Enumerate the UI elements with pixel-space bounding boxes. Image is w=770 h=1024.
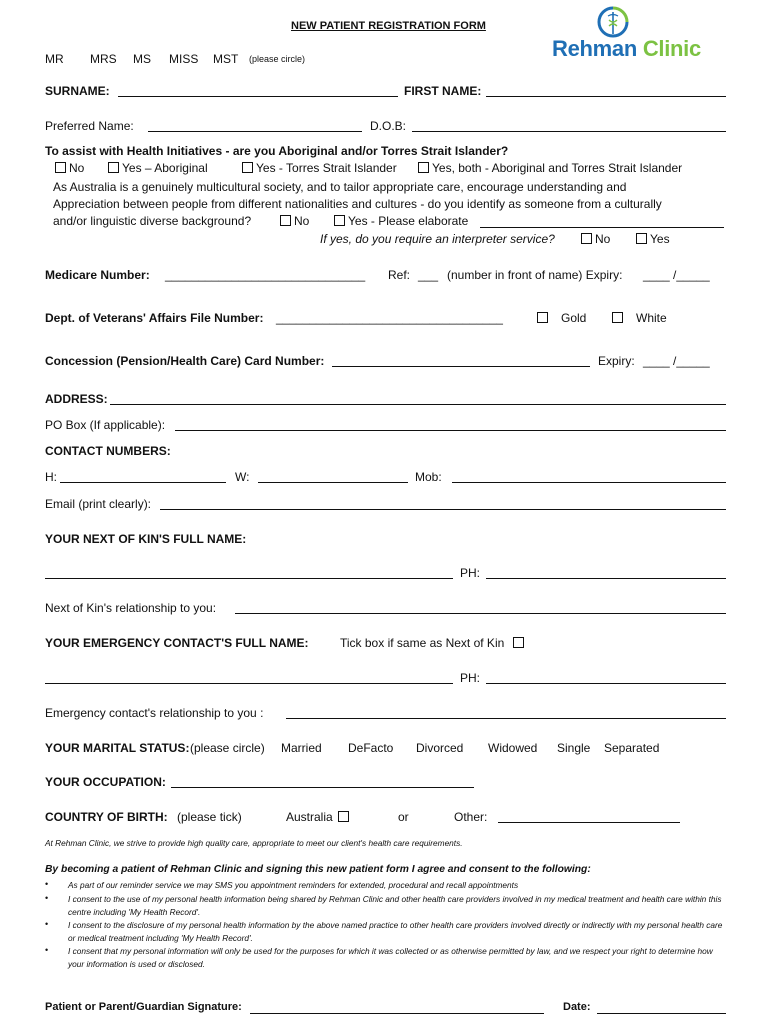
emergency-contact-heading: YOUR EMERGENCY CONTACT'S FULL NAME: [45, 636, 309, 650]
work-phone-label: W: [235, 470, 250, 484]
bullet-icon: • [45, 893, 49, 903]
next-of-kin-relationship-label: Next of Kin's relationship to you: [45, 601, 217, 615]
bullet-icon: • [45, 879, 49, 889]
work-phone-field[interactable] [258, 482, 408, 483]
consent-item-info-sharing: I consent to the use of my personal health information being shared by Rehman Clinic and other health care providers involved in my medical treatment and health care within this centre including 'My Health Record'. [68, 894, 722, 917]
atsi-option-torres-strait-label: Yes - Torres Strait Islander [256, 161, 397, 175]
title-option-mr[interactable]: MR [45, 52, 64, 66]
medicare-expiry-field[interactable]: ____ /_____ [643, 268, 710, 282]
country-other-field[interactable] [498, 822, 680, 823]
multicultural-paragraph-line-1: As Australia is a genuinely multicultural society, and to tailor appropriate care, encourage understanding and [53, 180, 627, 194]
preferred-name-field[interactable] [148, 131, 362, 132]
consent-heading: By becoming a patient of Rehman Clinic and signing this new patient form I agree and consent to the following: [45, 864, 591, 875]
home-phone-label: H: [45, 470, 57, 484]
first-name-label: FIRST NAME: [404, 84, 482, 98]
consent-item-sms: As part of our reminder service we may SMS you appointment reminders for extended, procedural and recall appointments [68, 880, 519, 890]
dva-file-number-field[interactable]: __________________________________ [276, 311, 503, 325]
email-field[interactable] [160, 509, 726, 510]
dva-card-gold[interactable] [537, 311, 586, 325]
checkbox-icon [513, 637, 524, 648]
concession-card-label: Concession (Pension/Health Care) Card Number: [45, 354, 325, 368]
interpreter-option-no[interactable] [581, 232, 610, 246]
signature-label: Patient or Parent/Guardian Signature: [45, 1001, 242, 1013]
cald-option-yes[interactable] [334, 214, 468, 228]
mobile-label: Mob: [415, 470, 442, 484]
medicare-number-field[interactable]: ______________________________ [165, 268, 366, 282]
emergency-contact-phone-field[interactable] [486, 683, 726, 684]
checkbox-icon [418, 162, 429, 173]
medicare-number-label: Medicare Number: [45, 268, 150, 282]
checkbox-icon [581, 233, 592, 244]
dva-card-white-label: White [636, 311, 667, 325]
please-tick-hint: (please tick) [177, 810, 242, 824]
cald-elaborate-field[interactable] [480, 227, 724, 228]
same-as-next-of-kin-label: Tick box if same as Next of Kin [340, 636, 505, 650]
cald-option-no-label: No [294, 214, 310, 228]
next-of-kin-relationship-field[interactable] [235, 613, 726, 614]
checkbox-icon [334, 215, 345, 226]
marital-option-widowed[interactable]: Widowed [488, 741, 538, 755]
concession-expiry-field[interactable]: ____ /_____ [643, 354, 710, 368]
mobile-field[interactable] [452, 482, 726, 483]
dva-card-white[interactable] [612, 311, 667, 325]
date-field[interactable] [597, 1013, 726, 1014]
marital-status-label: YOUR MARITAL STATUS: [45, 741, 190, 755]
medicare-ref-label: Ref: [388, 268, 411, 282]
marital-option-defacto[interactable]: DeFacto [348, 741, 394, 755]
dob-label: D.O.B: [370, 119, 407, 133]
checkbox-icon [338, 811, 349, 822]
surname-label: SURNAME: [45, 84, 110, 98]
contact-numbers-heading: CONTACT NUMBERS: [45, 444, 171, 458]
cald-option-no[interactable] [280, 214, 309, 228]
title-option-miss[interactable]: MISS [169, 52, 199, 66]
first-name-field[interactable] [486, 96, 726, 97]
bullet-icon: • [45, 919, 49, 929]
next-of-kin-phone-field[interactable] [486, 578, 726, 579]
country-option-australia[interactable] [286, 810, 352, 824]
checkbox-icon [537, 312, 548, 323]
consent-item-disclosure: I consent to the disclosure of my personal health information by the above named practice to other health care providers involved directly or indirectly with my personal health care or medical treatment including 'My Health Record'. [68, 920, 723, 943]
interpreter-option-no-label: No [595, 232, 611, 246]
interpreter-option-yes[interactable] [636, 232, 670, 246]
quality-care-statement: At Rehman Clinic, we strive to provide high quality care, appropriate to meet our client's health care requirements. [45, 838, 463, 848]
marital-option-single[interactable]: Single [557, 741, 591, 755]
checkbox-icon [612, 312, 623, 323]
emergency-contact-phone-label: PH: [460, 671, 481, 685]
emergency-contact-relationship-label: Emergency contact's relationship to you : [45, 706, 264, 720]
marital-status-hint: (please circle) [190, 741, 265, 755]
atsi-option-both-label: Yes, both - Aboriginal and Torres Strait Islander [432, 161, 683, 175]
marital-option-married[interactable]: Married [281, 741, 322, 755]
logo-word-rehman: Rehman [552, 36, 637, 61]
country-or-text: or [398, 810, 409, 824]
home-phone-field[interactable] [60, 482, 226, 483]
atsi-option-both[interactable] [418, 161, 682, 175]
address-label: ADDRESS: [45, 392, 108, 406]
surname-field[interactable] [118, 96, 398, 97]
title-option-mrs[interactable]: MRS [90, 52, 117, 66]
emergency-contact-relationship-field[interactable] [286, 718, 726, 719]
country-option-australia-label: Australia [286, 810, 333, 824]
atsi-option-aboriginal-label: Yes – Aboriginal [122, 161, 208, 175]
dob-field[interactable] [412, 131, 726, 132]
same-as-next-of-kin-checkbox[interactable] [513, 636, 527, 650]
next-of-kin-heading: YOUR NEXT OF KIN'S FULL NAME: [45, 532, 247, 546]
marital-option-separated[interactable]: Separated [604, 741, 660, 755]
country-other-label: Other: [454, 810, 488, 824]
checkbox-icon [55, 162, 66, 173]
checkbox-icon [108, 162, 119, 173]
cald-option-yes-label: Yes - Please elaborate [348, 214, 469, 228]
atsi-option-no[interactable] [55, 161, 84, 175]
medicare-ref-note: (number in front of name) Expiry: [447, 268, 623, 282]
signature-field[interactable] [250, 1013, 544, 1014]
country-of-birth-label: COUNTRY OF BIRTH: [45, 810, 168, 824]
atsi-option-torres-strait[interactable] [242, 161, 397, 175]
atsi-option-no-label: No [69, 161, 85, 175]
po-box-label: PO Box (If applicable): [45, 418, 166, 432]
checkbox-icon [280, 215, 291, 226]
title-option-mst[interactable]: MST [213, 52, 239, 66]
logo-word-clinic: Clinic [642, 36, 701, 61]
next-of-kin-name-field[interactable] [45, 578, 453, 579]
occupation-label: YOUR OCCUPATION: [45, 775, 166, 789]
multicultural-paragraph-line-3: and/or linguistic diverse background? [53, 214, 252, 228]
please-circle-hint: (please circle) [249, 54, 306, 64]
health-initiatives-question: To assist with Health Initiatives - are you Aboriginal and/or Torres Strait Islander? [45, 144, 509, 158]
concession-card-field[interactable] [332, 366, 590, 367]
caduceus-icon [596, 5, 630, 39]
medicare-ref-field[interactable]: ___ [418, 268, 439, 282]
consent-item-privacy: I consent that my personal information will only be used for the purposes for which it was collected or as otherwise permitted by law, and we respect your right to determine how your information is used or disclosed. [68, 946, 713, 969]
occupation-field[interactable] [171, 787, 474, 788]
interpreter-option-yes-label: Yes [650, 232, 670, 246]
concession-expiry-label: Expiry: [598, 354, 635, 368]
po-box-field[interactable] [175, 430, 726, 431]
checkbox-icon [242, 162, 253, 173]
checkbox-icon [636, 233, 647, 244]
dva-card-gold-label: Gold [561, 311, 587, 325]
next-of-kin-phone-label: PH: [460, 566, 481, 580]
bullet-icon: • [45, 945, 49, 955]
interpreter-question: If yes, do you require an interpreter service? [320, 232, 555, 246]
form-title: NEW PATIENT REGISTRATION FORM [291, 20, 486, 32]
address-field[interactable] [110, 404, 726, 405]
date-label: Date: [563, 1001, 591, 1013]
atsi-option-aboriginal[interactable] [108, 161, 208, 175]
multicultural-paragraph-line-2: Appreciation between people from different nationalities and cultures - do you identify as someone from a culturally [53, 197, 662, 211]
clinic-logo [552, 36, 701, 62]
email-label: Email (print clearly): [45, 497, 152, 511]
preferred-name-label: Preferred Name: [45, 119, 134, 133]
dva-file-number-label: Dept. of Veterans' Affairs File Number: [45, 311, 264, 325]
emergency-contact-name-field[interactable] [45, 683, 453, 684]
title-option-ms[interactable]: MS [133, 52, 151, 66]
marital-option-divorced[interactable]: Divorced [416, 741, 464, 755]
